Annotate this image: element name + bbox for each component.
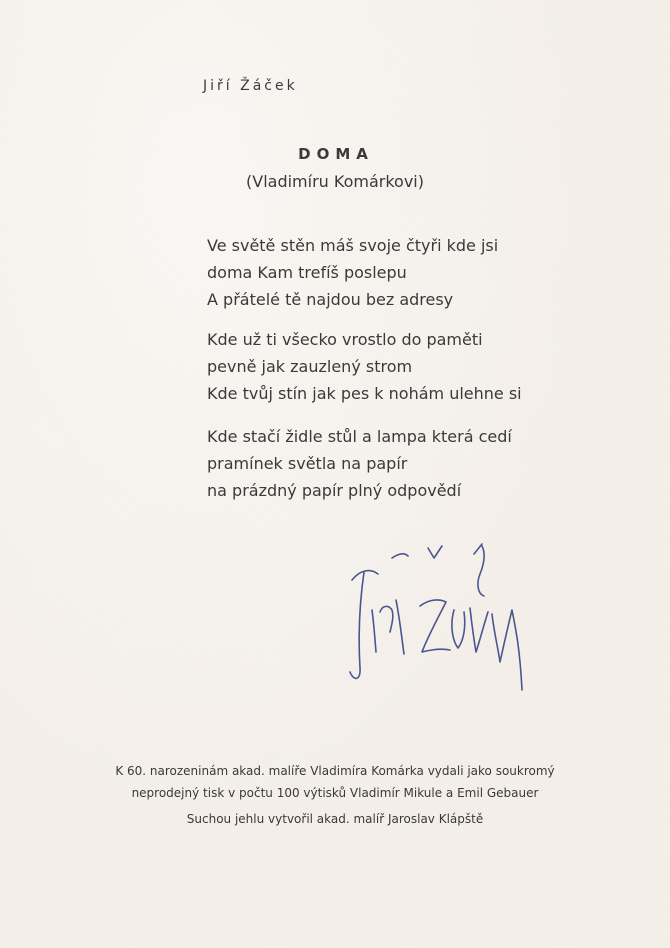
colophon (0, 760, 670, 830)
poem-line: pramínek světla na papír (207, 454, 408, 473)
colophon-line: neprodejný tisk v počtu 100 výtisků Vladimír Mikule a Emil Gebauer (131, 786, 539, 800)
poem-line: Ve světě stěn máš svoje čtyři kde jsi (207, 236, 499, 255)
colophon-line: Suchou jehlu vytvořil akad. malíř Jaroslav Klápště (186, 812, 484, 826)
poem-title: DOMA (298, 145, 374, 163)
stanza-2 (207, 326, 522, 407)
poem-line: Kde tvůj stín jak pes k nohám ulehne si (207, 384, 522, 403)
poem-line: na prázdný papír plný odpovědí (207, 481, 462, 500)
poem-line: pevně jak zauzlený strom (207, 357, 413, 376)
stanza-3 (207, 423, 512, 504)
poem-line: A přátelé tě najdou bez adresy (207, 290, 454, 309)
author-name: Jiří Žáček (203, 78, 298, 94)
stanza-1 (207, 232, 498, 313)
poem-line: Kde už ti všecko vrostlo do paměti (207, 330, 483, 349)
poem-dedication: (Vladimíru Komárkovi) (246, 172, 424, 191)
handwritten-signature (342, 540, 537, 700)
poem-line: Kde stačí židle stůl a lampa která cedí (207, 427, 512, 446)
colophon-line: K 60. narozeninám akad. malíře Vladimíra Komárka vydali jako soukromý (115, 764, 555, 778)
poem-line: doma Kam trefíš poslepu (207, 263, 407, 282)
